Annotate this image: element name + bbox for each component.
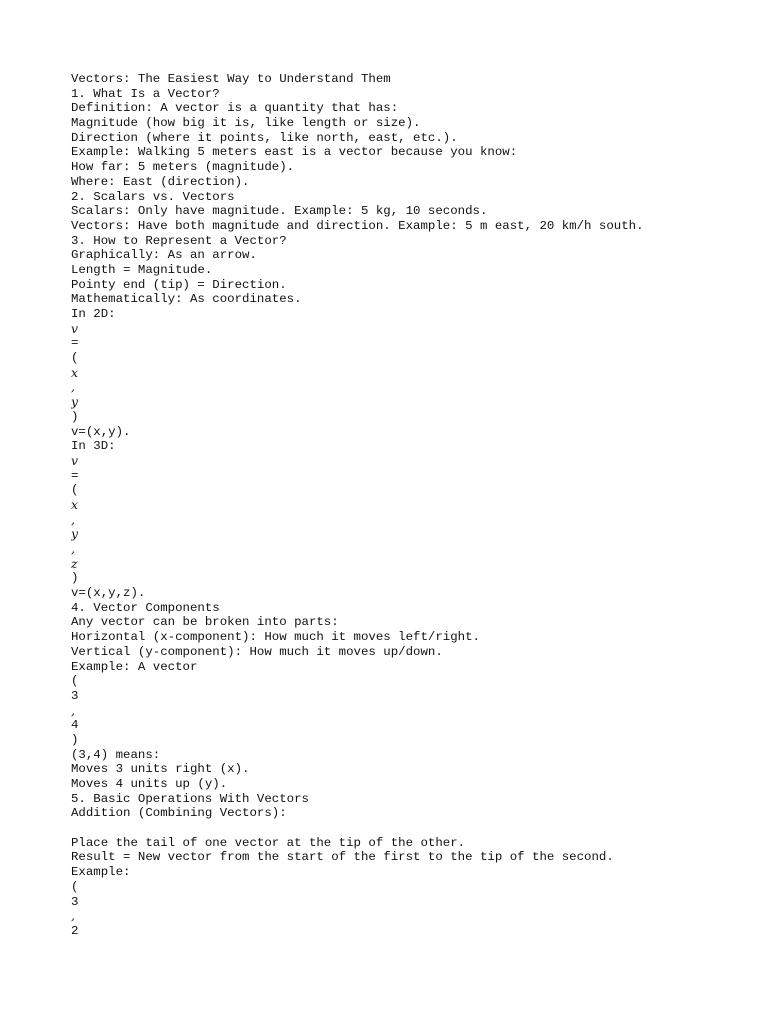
text-line: ): [71, 409, 79, 424]
text-line: =: [71, 468, 79, 483]
text-line: Result = New vector from the start of the first to the tip of the second.: [71, 850, 614, 865]
text-line: x: [71, 365, 78, 380]
text-line: 4: [71, 718, 79, 733]
text-line: Direction (where it points, like north, east, etc.).: [71, 130, 458, 145]
text-line: Definition: A vector is a quantity that has:: [71, 101, 399, 116]
text-line: Moves 3 units right (x).: [71, 762, 250, 777]
text-line: In 3D:: [71, 439, 116, 454]
text-line: (3,4) means:: [71, 747, 161, 762]
text-line: Vectors: Have both magnitude and direction. Example: 5 m east, 20 km/h south.: [71, 218, 644, 233]
text-line: v=(x,y,z).: [71, 586, 146, 601]
text-line: Graphically: As an arrow.: [71, 248, 257, 263]
text-line: 4. Vector Components: [71, 600, 220, 615]
text-line: (: [71, 483, 79, 498]
text-line: ,: [71, 512, 75, 527]
text-line: z: [71, 556, 78, 571]
text-line: [71, 821, 751, 836]
text-line: (: [71, 351, 79, 366]
text-line: 2. Scalars vs. Vectors: [71, 189, 235, 204]
text-line: Any vector can be broken into parts:: [71, 615, 339, 630]
text-line: Moves 4 units up (y).: [71, 777, 228, 791]
text-line: (: [71, 674, 79, 689]
text-line: 3. How to Represent a Vector?: [71, 233, 287, 248]
text-line: =: [71, 336, 79, 351]
text-line: Vertical (y-component): How much it moves up/down.: [71, 644, 443, 659]
text-line: ,: [71, 542, 75, 556]
text-line: ): [71, 732, 79, 747]
text-line: ,: [71, 909, 75, 924]
text-line: y: [71, 395, 78, 410]
text-line: 3: [71, 894, 79, 909]
text-line: 2: [71, 923, 79, 938]
text-line: (: [71, 879, 79, 894]
text-line: y: [71, 527, 78, 542]
text-line: In 2D:: [71, 307, 116, 321]
text-line: Where: East (direction).: [71, 174, 250, 189]
text-line: v: [71, 453, 78, 468]
document-title: Vectors: The Easiest Way to Understand Them: [71, 72, 391, 86]
text-line: Horizontal (x-component): How much it moves left/right.: [71, 630, 480, 645]
text-line: Mathematically: As coordinates.: [71, 292, 302, 307]
text-line: 3: [71, 688, 79, 703]
text-line: x: [71, 497, 78, 512]
text-line: 1. What Is a Vector?: [71, 86, 220, 101]
text-line: Example: Walking 5 meters east is a vector because you know:: [71, 145, 518, 160]
text-line: Scalars: Only have magnitude. Example: 5 kg, 10 seconds.: [71, 204, 488, 219]
text-line: Addition (Combining Vectors):: [71, 806, 287, 821]
text-line: v: [71, 321, 78, 336]
text-line: 5. Basic Operations With Vectors: [71, 791, 309, 806]
text-line: Pointy end (tip) = Direction.: [71, 277, 287, 292]
text-line: ): [71, 571, 79, 586]
text-line: ,: [71, 380, 75, 395]
document-body: [71, 72, 751, 939]
text-line: Example: A vector: [71, 659, 198, 674]
text-line: Example:: [71, 865, 131, 880]
text-line: How far: 5 meters (magnitude).: [71, 160, 295, 175]
text-line: Magnitude (how big it is, like length or size).: [71, 116, 421, 131]
text-line: ,: [71, 703, 75, 718]
text-line: v=(x,y).: [71, 424, 131, 439]
text-line: Place the tail of one vector at the tip of the other.: [71, 835, 466, 850]
text-line: Length = Magnitude.: [71, 262, 213, 277]
